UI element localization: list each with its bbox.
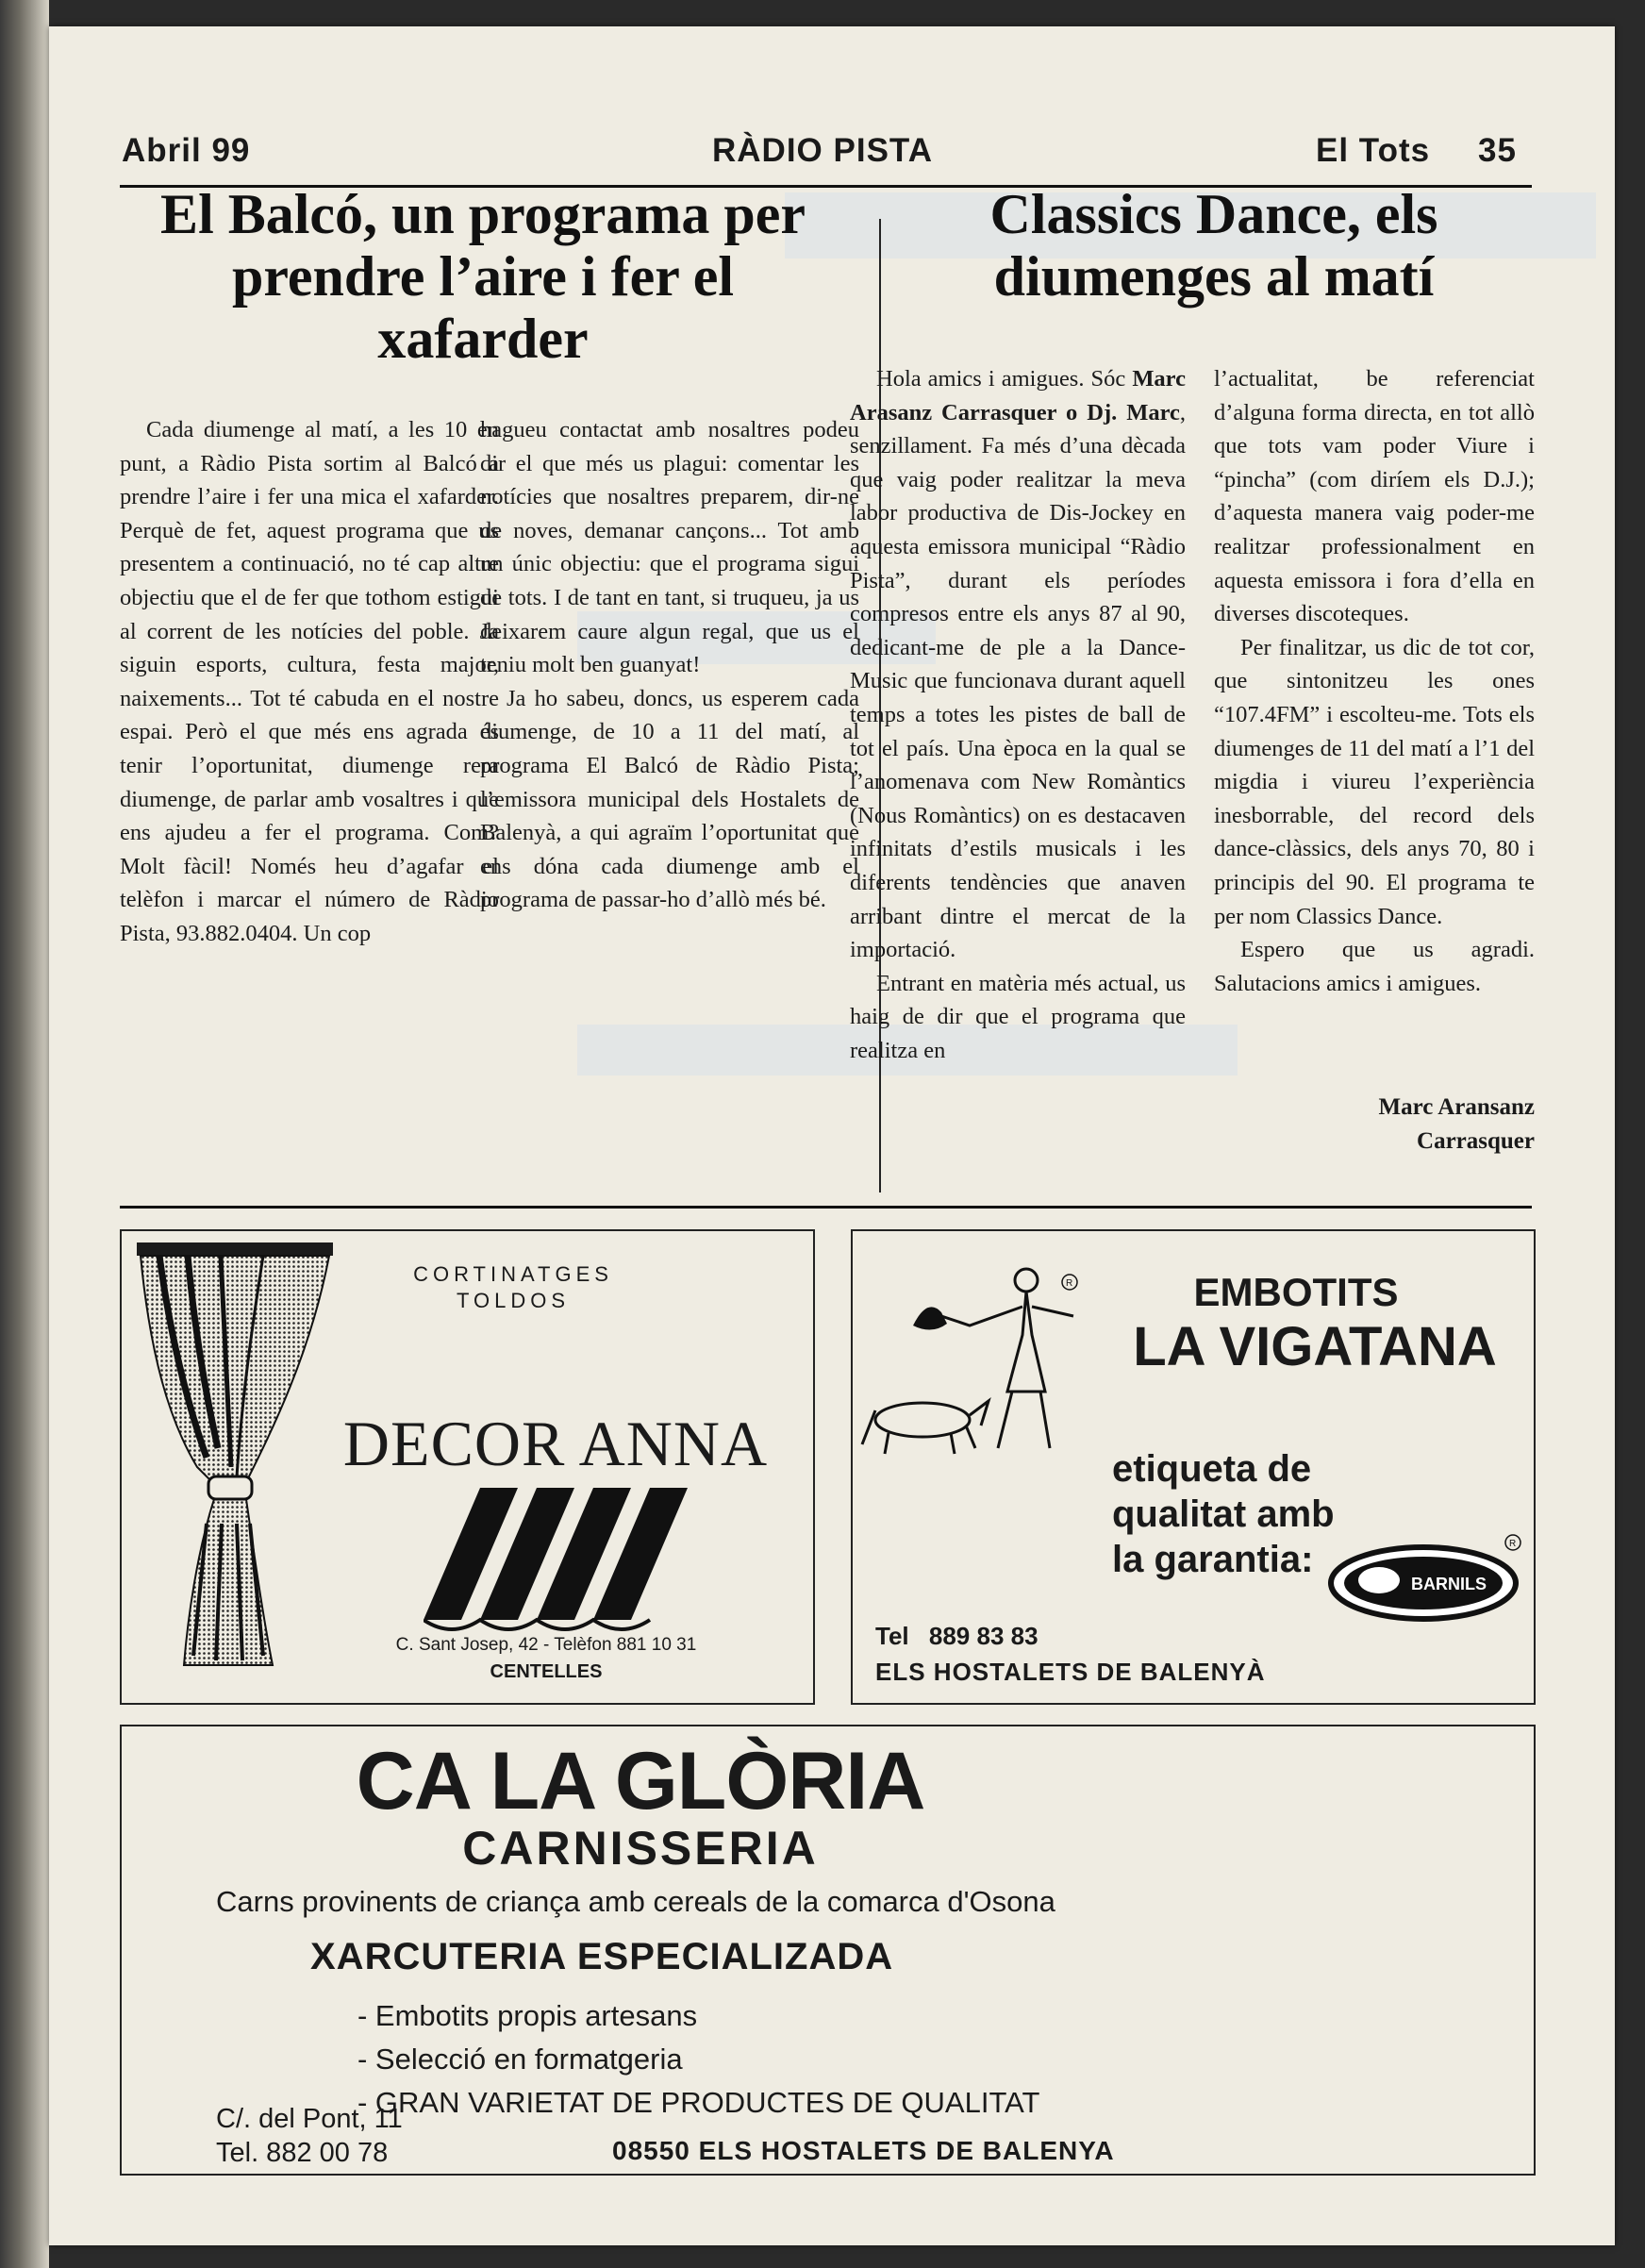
article1-title: El Balcó, un programa per prendre l’aire i fer el xafarder	[160, 183, 806, 370]
gloria-specialty: XARCUTERIA ESPECIALIZADA	[310, 1936, 894, 1977]
gloria-type: CARNISSERIA	[462, 1822, 819, 1875]
svg-text:R: R	[1509, 1539, 1517, 1549]
gloria-items	[357, 1994, 1039, 2125]
decor-tagline	[405, 1261, 622, 1314]
article1-paragraph: hagueu contactat amb nosaltres podeu dir el que més us plagui: comentar les notícies que nosaltres preparem, dir-ne de noves, demanar cançons... Tot amb un únic objectiu: que el programa sigui de tots. I de tant en tant, si truqueu, ja us deixarem caure algun regal, que us el teniu molt ben guanyat!	[480, 417, 859, 678]
book-gutter	[0, 0, 49, 2268]
ad-la-vigatana	[851, 1229, 1536, 1705]
barnils-badge-icon	[1324, 1531, 1522, 1626]
ad-ca-la-gloria	[120, 1725, 1536, 2176]
awning-logo-icon	[424, 1478, 706, 1639]
gloria-item: - Selecció en formatgeria	[357, 2043, 683, 2076]
tagline-line: TOLDOS	[456, 1289, 571, 1312]
page-number: 35	[1478, 132, 1517, 169]
decor-address: C. Sant Josep, 42 - Telèfon 881 10 31	[395, 1635, 697, 1655]
vigatana-title	[1107, 1269, 1522, 1378]
magazine-page	[49, 26, 1615, 2245]
article2-paragraph: Per finalitzar, us dic de tot cor, que sintonitzeu les ones “107.4FM” i escolteu-me. Tots els diumenges de 11 del matí a l’1 del migdia i viureu l’experiència inesborrable, del record dels dance-clàssics, dels anys 70, 80 i principis del 90. El programa te per nom Classics Dance.	[1214, 634, 1535, 929]
phone-label: Tel	[875, 1622, 909, 1650]
intro-text: Hola amics i amigues. Sóc	[876, 366, 1133, 392]
gloria-tagline: Carns provinents de criança amb cereals de la comarca d'Osona	[216, 1885, 1055, 1918]
article2-paragraph	[850, 362, 1186, 967]
phone-number: 889 83 83	[928, 1622, 1039, 1650]
author-name: Marc Arasanz Carrasquer o Dj. Marc	[850, 366, 1186, 425]
article1-column-2	[480, 413, 859, 917]
magazine-name: El Tots	[1316, 132, 1431, 169]
slogan-line: qualitat amb	[1112, 1493, 1335, 1535]
running-header	[120, 108, 1532, 177]
slogan-line: la garantia:	[1112, 1539, 1314, 1580]
article2-paragraph: Espero que us agradi. Salutacions amics i amigues.	[1214, 937, 1535, 996]
gloria-name: CA LA GLÒRIA	[356, 1736, 925, 1826]
gloria-address: C/. del Pont, 11	[216, 2104, 403, 2134]
curtain-illustration	[131, 1241, 339, 1675]
article1-paragraph: Ja ho sabeu, doncs, us esperem cada diumenge, de 10 a 11 del matí, al programa El Balcó de Ràdio Pista; l’emissora municipal dels Hostalets de Balenyà, a qui agraïm l’oportunitat que ens dóna cada diumenge amb el programa de passar-ho d’allò més bé.	[480, 685, 859, 913]
article1-paragraph: Cada diumenge al matí, a les 10 en punt, a Ràdio Pista sortim al Balcó a prendre l’aire i fer una mica el xafarder. Perquè de fet, aquest programa que us presentem a continuació, no té cap altre objectiu que el de fer que tothom estigui al corrent de les notícies del poble. Ja siguin esports, cultura, festa major, naixements... Tot té cabuda en el nostre espai. Però el que més ens agrada és tenir l’oportunitat, diumenge rera diumenge, de parlar amb vosaltres i que ens ajudeu a fer el programa. Com? Molt fàcil! Només heu d’agafar el telèfon i marcar el número de Ràdio Pista, 93.882.0404. Un cop	[120, 417, 499, 946]
slogan-line: etiqueta de	[1112, 1448, 1312, 1490]
barnils-badge-text: BARNILS	[1411, 1575, 1487, 1593]
author-signature	[1214, 1091, 1535, 1159]
decor-brand: DECOR ANNA	[342, 1408, 769, 1479]
gloria-item: - GRAN VARIETAT DE PRODUCTES DE QUALITAT	[357, 2086, 1040, 2119]
title-line: LA VIGATANA	[1133, 1316, 1497, 1377]
svg-text:R: R	[1066, 1278, 1073, 1289]
issue-date: Abril 99	[122, 132, 251, 169]
tagline-line: CORTINATGES	[413, 1262, 613, 1286]
intro-text: , senzillament. Fa més d’una dècada que vaig poder realitzar la meva labor productiva de Dis-Jockey en aquesta emissora municipal “Ràdio Pista”, durant els períodes compresos entre els anys 87 al 90, dedicant-me de ple a la Dance-Music que funcionava durant aquell temps a totes les pistes de ball de tot el país. Una època en la qual se l’anomenava com New Romàntics (Nous Romàntics) on es destacaven infinitats d’estils musicals i les diferents tendències que anaven arribant dintre el mercat de la importació.	[850, 399, 1186, 963]
decor-town: CENTELLES	[490, 1661, 603, 1682]
vigatana-slogan	[1112, 1446, 1357, 1582]
vigatana-town: ELS HOSTALETS DE BALENYÀ	[875, 1658, 1266, 1686]
section-title: RÀDIO PISTA	[712, 132, 933, 169]
signature-line: Carrasquer	[1417, 1128, 1535, 1154]
title-line: EMBOTITS	[1193, 1270, 1399, 1314]
article2-title: Classics Dance, els diumenges al matí	[989, 183, 1438, 308]
gloria-postal: 08550 ELS HOSTALETS DE BALENYA	[612, 2136, 1115, 2165]
article2-paragraph: l’actualitat, be referenciat d’alguna forma directa, en tot allò que tots vam poder Viure i “pincha” (com diríem els D.J.); d’aquesta manera vaig poder-me realitzar professionalment en aquesta emissora i fora d’ella en diverses discoteques.	[1214, 366, 1535, 627]
signature-line: Marc Aransanz	[1378, 1094, 1535, 1120]
article2-column-1	[850, 362, 1186, 1067]
vigatana-phone	[875, 1622, 1039, 1651]
gloria-phone: Tel. 882 00 78	[216, 2138, 389, 2168]
article1-column-1	[120, 413, 499, 951]
section-rule	[120, 1206, 1532, 1209]
ad-decor-anna	[120, 1229, 815, 1705]
article2-paragraph: Entrant en matèria més actual, us haig de dir que el programa que realitza en	[850, 970, 1186, 1063]
article2-column-2	[1214, 362, 1535, 1000]
gloria-item: - Embotits propis artesans	[357, 1999, 698, 2032]
swineherd-illustration	[856, 1259, 1083, 1476]
